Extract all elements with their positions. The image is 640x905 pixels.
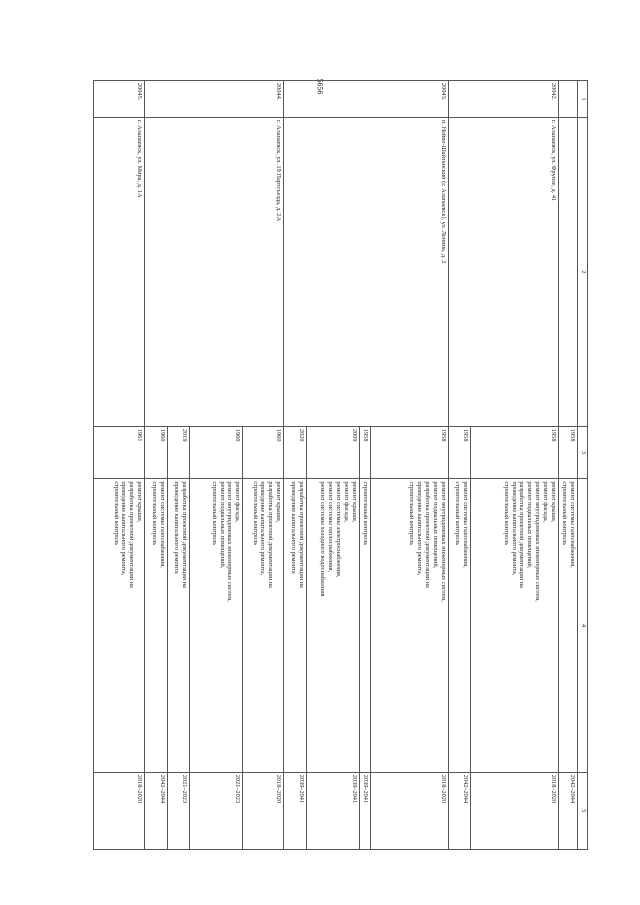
work-item: проведение капитального ремонта, xyxy=(120,481,128,576)
work-item: строительный контроль xyxy=(112,481,120,546)
work-item: проведение капитального ремонта, xyxy=(415,481,423,576)
column-number-row xyxy=(578,81,588,850)
works-cell xyxy=(284,479,306,772)
work-item: ремонт подвальных помещений, xyxy=(431,481,439,569)
year-cell: 1958 xyxy=(448,426,470,479)
work-item: ремонт подвальных помещений, xyxy=(218,481,226,569)
period-cell: 2039–2041 xyxy=(359,772,370,849)
row-number: 20044. xyxy=(145,81,284,118)
year-cell: 1960 xyxy=(190,426,243,479)
work-item: проведение капитального ремонта xyxy=(173,481,181,574)
building-address: п. Нейво-Шайтанский (г. Алапаевск), ул. Ленина, д. 2 xyxy=(284,118,448,427)
period-cell: 2042–2044 xyxy=(558,772,577,849)
work-item: ремонт крыши, xyxy=(136,481,144,523)
work-item: строительный контроль xyxy=(454,481,462,546)
work-item: строительный контроль xyxy=(361,481,369,546)
building-address: г. Алапаевск, ул. Фрунзе, д. 41 xyxy=(448,118,558,427)
year-cell: 1958 xyxy=(359,426,370,479)
work-item: разработка проектной документации на xyxy=(518,481,526,588)
column-number: 1 xyxy=(578,81,588,118)
work-item: ремонт крыши, xyxy=(549,481,557,523)
work-item: ремонт внутридомовых инженерных систем, xyxy=(439,481,447,602)
repair-schedule-table xyxy=(93,80,588,850)
period-cell: 2018–2020 xyxy=(243,772,284,849)
period-cell: 2018–2020 xyxy=(470,772,558,849)
work-item: ремонт внутридомовых инженерных систем, xyxy=(226,481,234,602)
work-item: ремонт внутридомовых инженерных систем, xyxy=(534,481,542,602)
row-number: 20045. xyxy=(94,81,145,118)
period-cell: 2039–2041 xyxy=(284,772,306,849)
page-number: 5656 xyxy=(315,78,325,95)
period-cell: 2021–2023 xyxy=(167,772,189,849)
works-cell xyxy=(243,479,284,772)
building-address xyxy=(558,118,577,427)
work-item: строительный контроль xyxy=(210,481,218,546)
column-number: 2 xyxy=(578,118,588,427)
column-number: 3 xyxy=(578,426,588,479)
year-cell: 1958 xyxy=(470,426,558,479)
work-item: ремонт системы теплоснабжения, xyxy=(327,481,335,573)
work-item: проведение капитального ремонта xyxy=(289,481,297,574)
works-cell xyxy=(370,479,448,772)
period-cell: 2042–2044 xyxy=(145,772,167,849)
work-item: разработка проектной документации на xyxy=(181,481,189,588)
table-row xyxy=(243,81,284,850)
work-item: ремонт системы газоснабжения, xyxy=(461,481,469,568)
year-cell: 1960 xyxy=(145,426,167,479)
work-item: строительный контроль xyxy=(561,481,569,546)
year-cell: 1958 xyxy=(370,426,448,479)
works-cell xyxy=(145,479,167,772)
works-cell xyxy=(94,479,145,772)
period-cell: 2018–2020 xyxy=(94,772,145,849)
rotated-table-wrapper xyxy=(93,80,588,850)
table-row xyxy=(470,81,558,850)
row-number: 20042. xyxy=(448,81,558,118)
table-row xyxy=(94,81,145,850)
row-number xyxy=(558,81,577,118)
period-cell: 2018–2020 xyxy=(370,772,448,849)
work-item: ремонт системы холодного водоснабжения xyxy=(319,481,327,597)
work-item: строительный контроль xyxy=(251,481,259,546)
work-item: разработка проектной документации на xyxy=(267,481,275,588)
work-item: разработка проектной документации на xyxy=(297,481,305,588)
work-item: разработка проектной документации на xyxy=(423,481,431,588)
works-cell xyxy=(448,479,470,772)
work-item: ремонт фасада, xyxy=(542,481,550,523)
year-cell: 1960 xyxy=(243,426,284,479)
works-cell xyxy=(306,479,359,772)
table-row xyxy=(558,81,577,850)
year-cell: 2009 xyxy=(306,426,359,479)
year-cell: 2019 xyxy=(167,426,189,479)
works-cell xyxy=(167,479,189,772)
table-row xyxy=(370,81,448,850)
works-cell xyxy=(190,479,243,772)
work-item: ремонт фасада, xyxy=(234,481,242,523)
works-cell xyxy=(470,479,558,772)
work-item: ремонт крыши, xyxy=(350,481,358,523)
work-item: ремонт подвальных помещений, xyxy=(526,481,534,569)
work-item: проведение капитального ремонта, xyxy=(510,481,518,576)
column-number: 4 xyxy=(578,479,588,772)
row-number: 20043. xyxy=(284,81,448,118)
work-item: ремонт системы газоснабжения, xyxy=(158,481,166,568)
work-item: строительный контроль xyxy=(502,481,510,546)
work-item: ремонт фасада, xyxy=(342,481,350,523)
work-item: ремонт системы газоснабжения, xyxy=(569,481,576,568)
period-cell: 2039–2041 xyxy=(306,772,359,849)
period-cell: 2021–2023 xyxy=(190,772,243,849)
works-cell xyxy=(558,479,577,772)
table-body xyxy=(94,81,578,850)
building-address: г. Алапаевск, ул. 19 Партсъезда, д. 2А xyxy=(145,118,284,427)
work-item: ремонт системы электроснабжения, xyxy=(335,481,343,578)
work-item: строительный контроль xyxy=(150,481,158,546)
work-item: строительный контроль xyxy=(408,481,416,546)
work-item: разработка проектной документации на xyxy=(128,481,136,588)
year-cell: 1958 xyxy=(558,426,577,479)
work-item: ремонт крыши, xyxy=(275,481,283,523)
building-address: г. Алапаевск, ул. Мира, д. 1А xyxy=(94,118,145,427)
year-cell: 2020 xyxy=(284,426,306,479)
work-item: проведение капитального ремонта, xyxy=(259,481,267,576)
works-cell xyxy=(359,479,370,772)
year-cell: 1961 xyxy=(94,426,145,479)
period-cell: 2042–2044 xyxy=(448,772,470,849)
column-number: 5 xyxy=(578,772,588,849)
